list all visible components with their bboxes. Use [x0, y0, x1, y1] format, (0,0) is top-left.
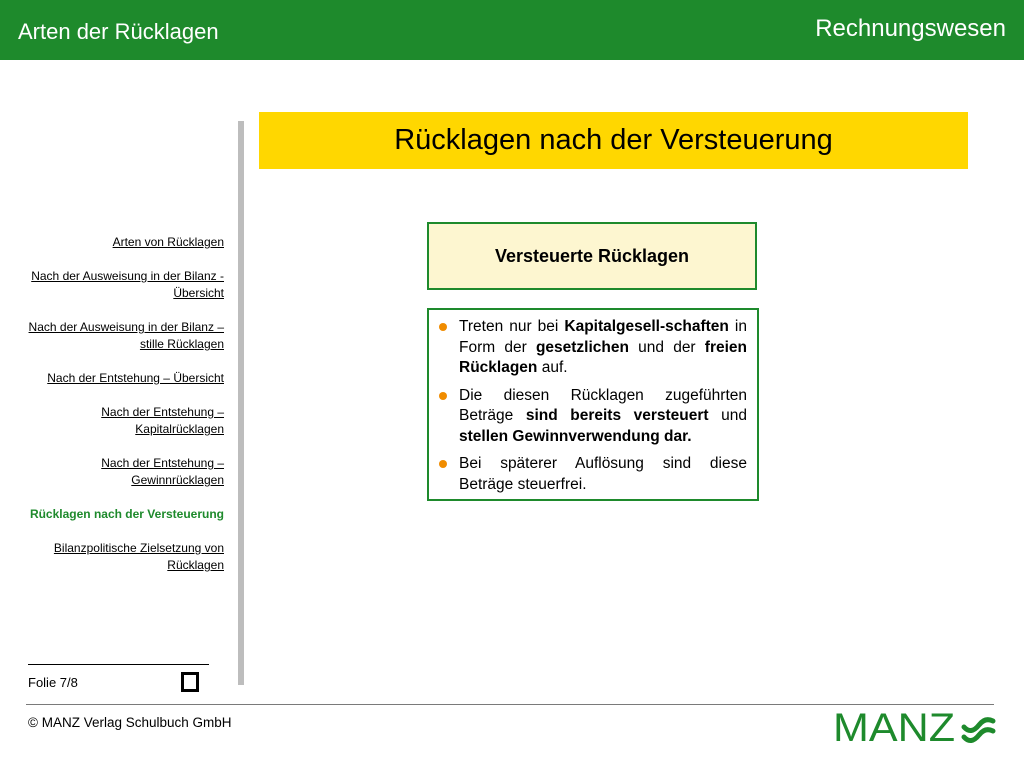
nav-square-icon[interactable]	[181, 672, 199, 692]
bullet-item	[439, 454, 747, 495]
bullet-text-part: und	[708, 407, 747, 424]
bullet-text-part: und der	[628, 338, 705, 356]
nav-link-1[interactable]: Nach der Ausweisung in der Bilanz - Übersicht	[31, 269, 224, 300]
logo-text: MANZ	[833, 707, 955, 745]
nav-link-7[interactable]: Bilanzpolitische Zielsetzung von Rücklagen	[53, 541, 224, 572]
manz-logo	[833, 707, 998, 745]
bullet-item	[439, 317, 747, 379]
bullet-dot-icon	[439, 323, 447, 331]
nav-link-0[interactable]: Arten von Rücklagen	[112, 235, 224, 249]
header-bar	[0, 0, 1024, 60]
bullet-dot-icon	[439, 460, 447, 468]
bullet-text-part: Bei späterer Auflösung sind diese Beträge steuerfrei.	[459, 455, 747, 493]
bullet-box	[427, 308, 759, 501]
bullet-text-part: Treten nur bei	[459, 318, 565, 335]
box-heading: Versteuerte Rücklagen	[427, 222, 757, 290]
bullet-text-part: sind bereits versteuert	[525, 407, 709, 424]
bullet-item	[439, 386, 747, 448]
bullet-text-part: Kapitalgesell-schaften	[564, 318, 729, 335]
slide-navigation	[10, 234, 224, 591]
bullet-text	[459, 454, 747, 495]
copyright: © MANZ Verlag Schulbuch GmbH	[28, 715, 232, 730]
bullet-text-part: auf.	[537, 359, 568, 376]
header-subject: Rechnungswesen	[815, 15, 1006, 42]
vertical-divider	[238, 121, 244, 685]
slide-counter: Folie 7/8	[28, 675, 78, 690]
bullet-text-part: freien Rücklagen	[459, 338, 747, 376]
bullet-text	[459, 317, 747, 379]
bullet-text	[459, 386, 747, 448]
nav-link-4[interactable]: Nach der Entstehung – Kapitalrücklagen	[101, 405, 224, 436]
nav-link-6[interactable]: Rücklagen nach der Versteuerung	[29, 507, 224, 521]
slide-title: Rücklagen nach der Versteuerung	[259, 112, 968, 169]
footer-divider	[28, 664, 209, 665]
footer-rule	[26, 704, 994, 705]
bullet-text-part: in Form der	[459, 318, 747, 356]
bullet-dot-icon	[439, 392, 447, 400]
bullet-text-part: stellen Gewinnverwendung dar.	[459, 427, 692, 445]
nav-link-5[interactable]: Nach der Entstehung – Gewinnrücklagen	[101, 456, 224, 487]
nav-link-2[interactable]: Nach der Ausweisung in der Bilanz – stille Rücklagen	[28, 320, 224, 351]
header-title: Arten der Rücklagen	[18, 19, 219, 44]
nav-link-3[interactable]: Nach der Entstehung – Übersicht	[47, 371, 224, 385]
bullet-text-part: Die diesen Rücklagen zugeführten Beträge	[459, 386, 747, 424]
logo-mark-icon	[964, 720, 993, 741]
bullet-text-part: gesetzlichen	[535, 338, 629, 356]
